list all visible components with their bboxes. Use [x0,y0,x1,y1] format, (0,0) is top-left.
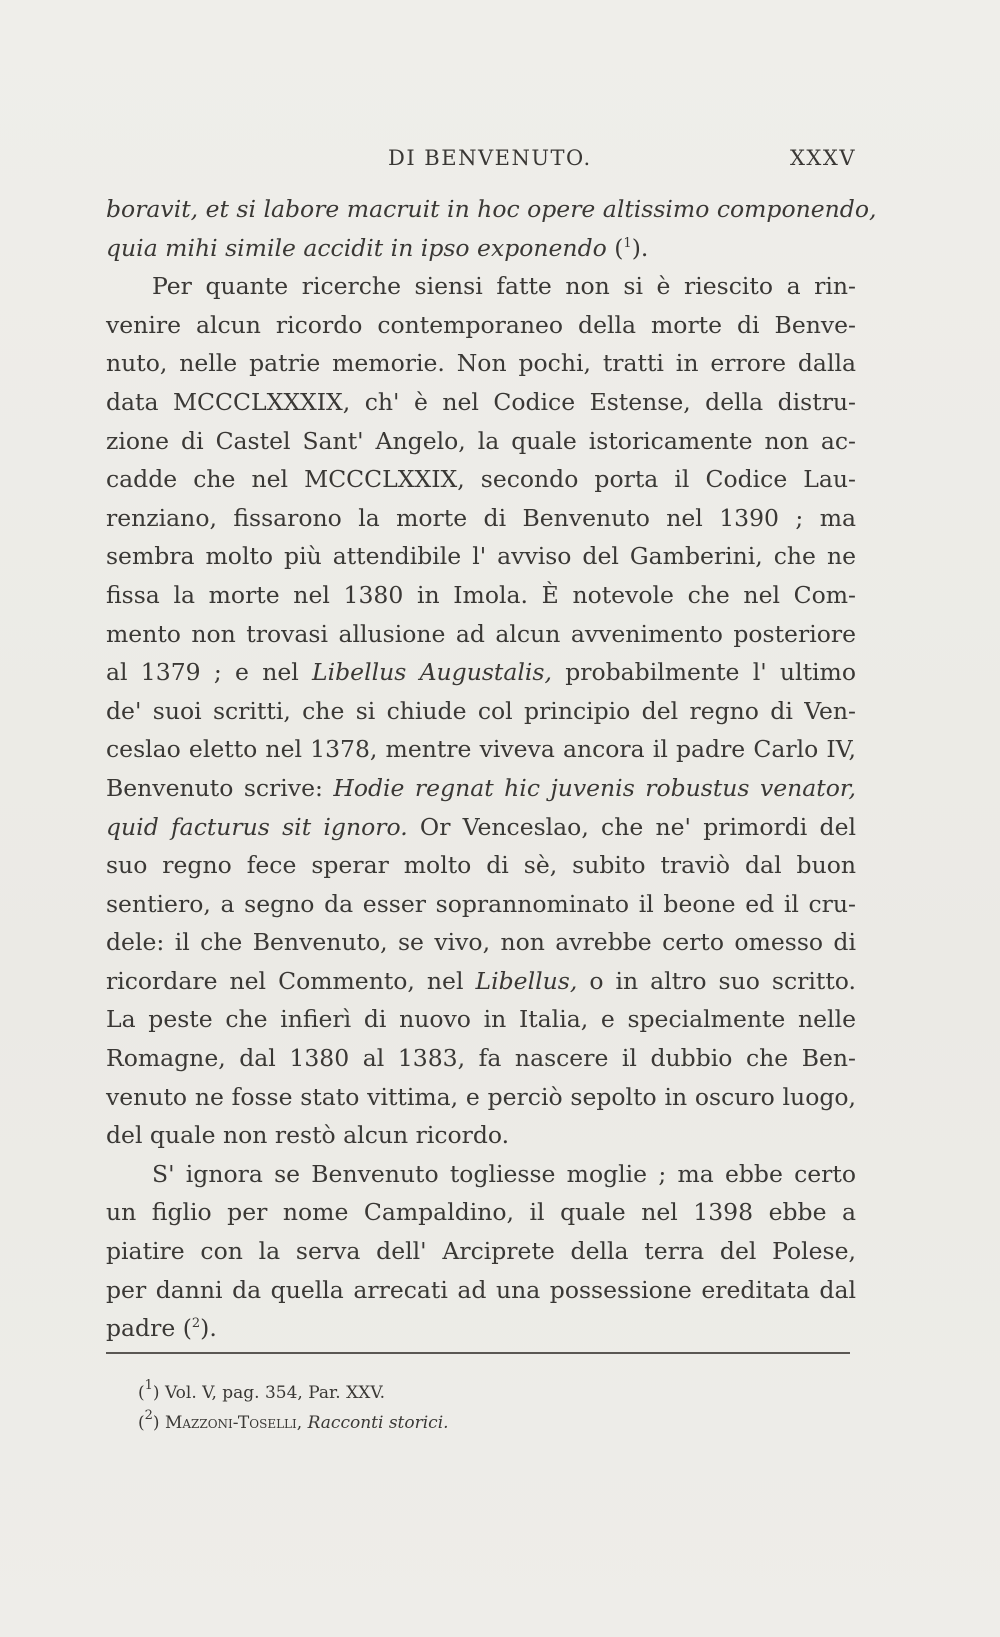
text-line: fissa la morte nel 1380 in Imola. È notevole che nel Com- [106,580,856,609]
latin-quote: quid facturus sit ignoro. [106,812,408,841]
footnote-title: Racconti storici. [307,1413,449,1433]
text-line: venuto ne fosse stato vittima, e perciò sepolto in oscuro luogo, [106,1082,856,1111]
footnote-separator [106,1352,850,1354]
text-line: piatire con la serva dell' Arciprete della terra del Polese, [106,1237,856,1266]
text-line: del quale non restò alcun ricordo. [106,1121,510,1150]
text-line: dele: il che Benvenuto, se vivo, non avrebbe certo omesso di [106,928,856,957]
text-line: al 1379 ; e nel Libellus Augustalis, probabilmente l' ultimo [106,658,856,687]
running-head: DI BENVENUTO. [388,146,592,170]
text-line: nuto, nelle patrie memorie. Non pochi, tratti in errore dalla [106,349,856,378]
footnote-1: ($^1$) Vol. V, pag. 354, Par. XXV. [138,1378,386,1403]
latin-quote: quia mihi simile accidit in ipso exponendo [106,233,607,262]
footnote-marker: 2 [144,1408,153,1423]
body-text [106,190,877,1348]
latin-quote: boravit, et si labore macruit in hoc opere altissimo componendo, [106,195,877,223]
footnotes [138,1378,738,1438]
text-line: padre ($^2$). [106,1314,217,1343]
text-line: suo regno fece sperar molto di sè, subito traviò dal buon [106,851,856,880]
text-line: de' suoi scritti, che si chiude col principio del regno di Ven- [106,696,856,725]
text-line: venire alcun ricordo contemporaneo della morte di Benve- [106,310,856,339]
text-line: cadde che nel MCCCLXXIX, secondo porta il Codice Lau- [106,465,856,494]
italic-title: Libellus Augustalis, [312,658,552,687]
text-line [106,190,877,229]
page-header [106,146,856,180]
text-line: renziano, fissarono la morte di Benvenuto nel 1390 ; ma [106,503,856,532]
text-line: data MCCCLXXXIX, ch' è nel Codice Estense, della distru- [106,387,856,416]
footnote-marker: 1 [144,1378,153,1393]
text-line: ricordare nel Commento, nel Libellus, o in altro suo scritto. [106,966,856,995]
text-line: sentiero, a segno da esser soprannominato il beone ed il cru- [106,889,856,918]
text-line: un figlio per nome Campaldino, il quale nel 1398 ebbe a [106,1198,856,1227]
footnote-2: ($^2$) Mazzoni-Toselli, Racconti storici. [138,1408,449,1433]
footnote-author: Mazzoni-Toselli, [164,1413,303,1433]
text-line: quid facturus sit ignoro. Or Venceslao, che ne' primordi del [106,812,856,841]
text-line: S' ignora se Benvenuto togliesse moglie ; ma ebbe certo [152,1159,856,1188]
footnote-ref: 2 [191,1316,201,1332]
text-line: Romagne, dal 1380 al 1383, fa nascere il dubbio che Ben- [106,1044,856,1073]
italic-title: Libellus, [475,966,578,995]
text-line: Benvenuto scrive: Hodie regnat hic juvenis robustus venator, [106,773,856,802]
text-line: Per quante ricerche siensi fatte non si è riescito a rin- [152,272,856,301]
text-line: sembra molto più attendibile l' avviso del Gamberini, che ne [106,542,856,571]
latin-quote: Hodie regnat hic juvenis robustus venator, [333,773,856,802]
text-line: La peste che infierì di nuovo in Italia, e specialmente nelle [106,1005,856,1034]
text-line: quia mihi simile accidit in ipso exponendo ($^1$). [106,233,649,262]
text-line: ceslao eletto nel 1378, mentre viveva ancora il padre Carlo IV, [106,735,856,764]
text-line: per danni da quella arrecati ad una possessione ereditata dal [106,1275,856,1304]
text-line: mento non trovasi allusione ad alcun avvenimento posteriore [106,619,856,648]
footnote-ref: 1 [623,235,632,251]
page-number: XXXV [789,146,856,170]
text-line: zione di Castel Sant' Angelo, la quale istoricamente non ac- [106,426,856,455]
